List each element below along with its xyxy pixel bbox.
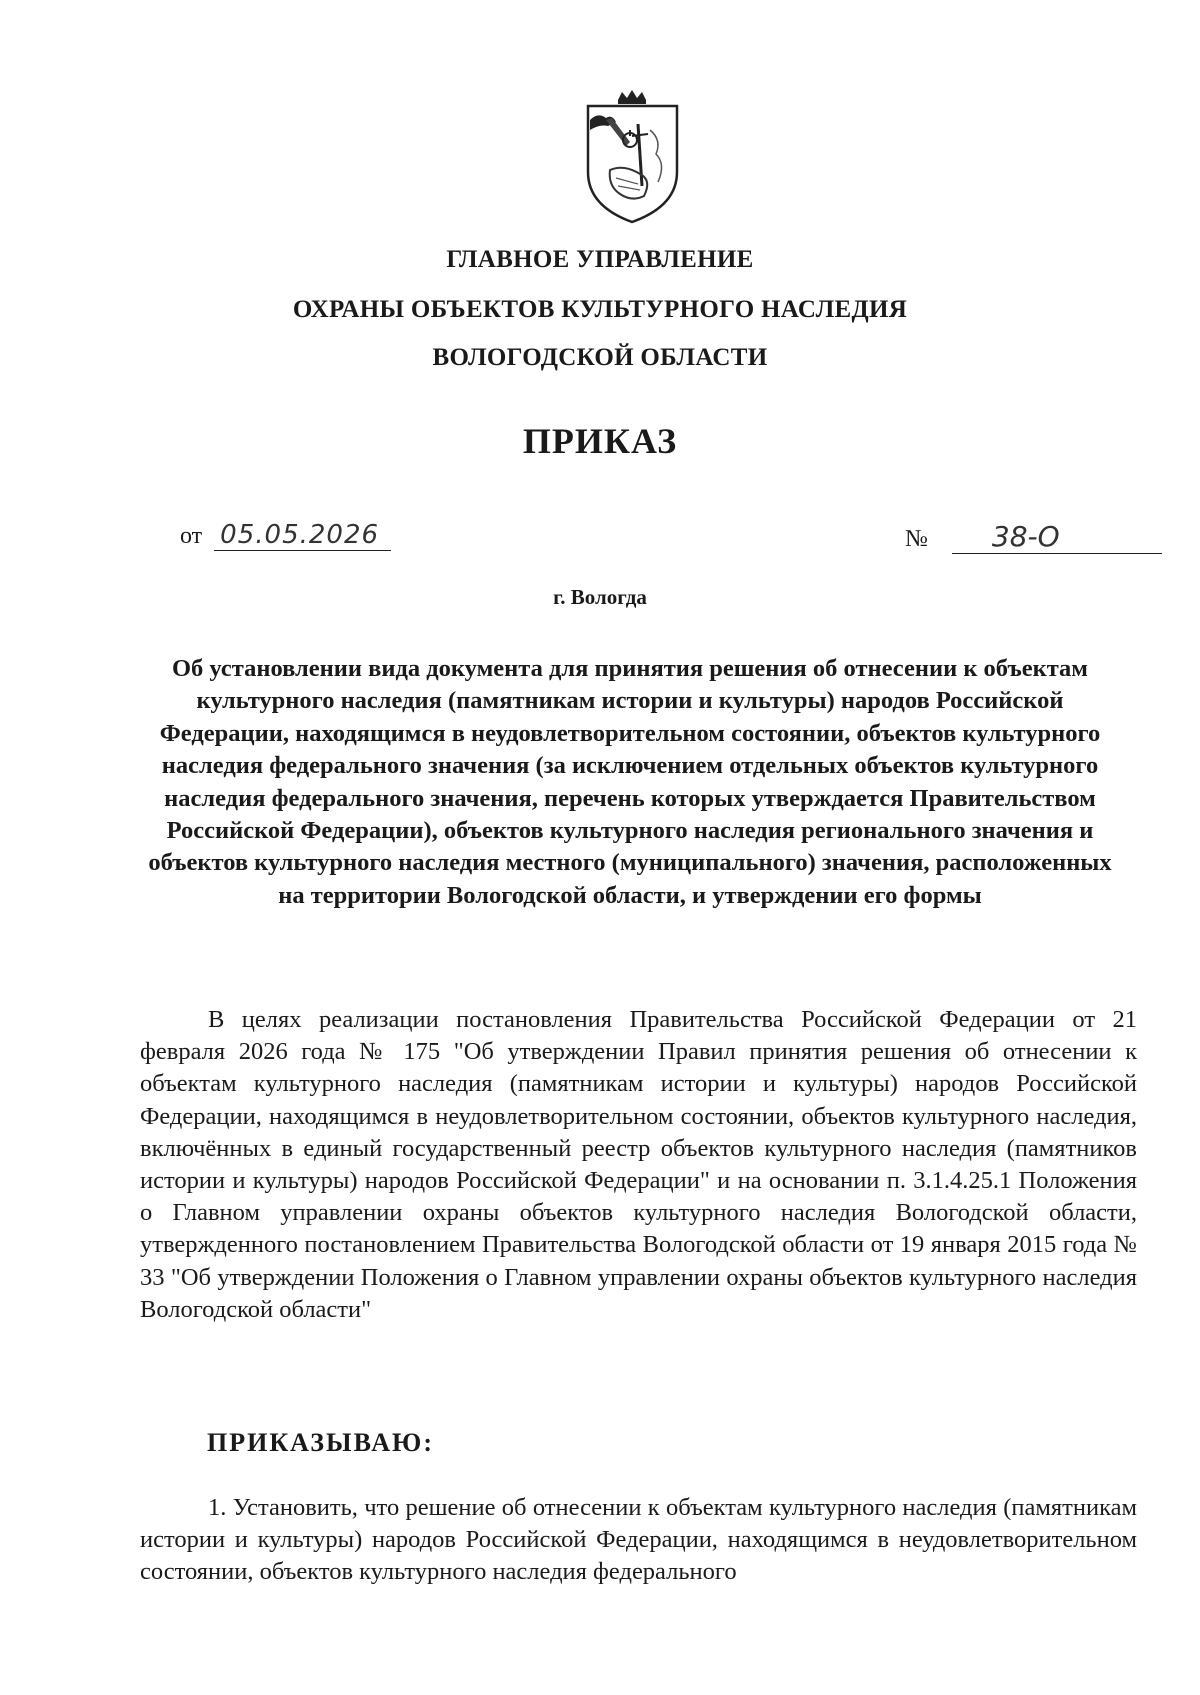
date-value: 05.05.2026 (214, 520, 391, 551)
number-prefix: № (905, 526, 928, 552)
city-label: г. Вологда (553, 585, 647, 609)
number-field (905, 520, 1162, 554)
order-item-1: 1. Установить, что решение об отнесении к объектам культурного наследия (памятникам истории и культуры) народов Российской Федерации, находящимся в неудовлетворительном состоянии, объектов культурного наследия федерального (140, 1494, 1137, 1586)
document-subject: Об установлении вида документа для принятия решения об отнесении к объектам культурного наследия (памятникам истории и культуры) народов Российской Федерации, находящимся в неудовлетворительном состоянии, объектов культурного наследия федерального значения (за исключением отдельных объектов культурного наследия федерального значения, перечень которых утверждается Правительством Российской Федерации), объектов культурного наследия регионального значения и объектов культурного наследия местного (муниципального) значения, расположенных на территории Вологодской области, и утверждении его формы (148, 655, 1112, 909)
order-heading: ПРИКАЗЫВАЮ: (207, 1428, 434, 1457)
number-value: 38-О (952, 520, 1162, 554)
org-name-line-3: ВОЛОГОДСКОЙ ОБЛАСТИ (432, 344, 768, 371)
coat-of-arms-icon (580, 90, 685, 225)
date-prefix: от (180, 523, 203, 549)
org-name-line-1: ГЛАВНОЕ УПРАВЛЕНИЕ (446, 246, 754, 273)
preamble-paragraph: В целях реализации постановления Правительства Российской Федерации от 21 февраля 2026 года № 175 "Об утверждении Правил принятия решения об отнесении к объектам культурного наследия (памятникам истории и культуры) народов Российской Федерации, находящимся в неудовлетворительном состоянии, объектов культурного наследия, включённых в единый государственный реестр объектов культурного наследия (памятников истории и культуры) народов Российской Федерации" и на основании п. 3.1.4.25.1 Положения о Главном управлении охраны объектов культурного наследия Вологодской области, утвержденного постановлением Правительства Вологодской области от 19 января 2015 года № 33 "Об утверждении Положения о Главном управлении охраны объектов культурного наследия Вологодской области" (140, 1006, 1137, 1323)
org-name-line-2: ОХРАНЫ ОБЪЕКТОВ КУЛЬТУРНОГО НАСЛЕДИЯ (292, 296, 908, 323)
document-type-title: ПРИКАЗ (522, 421, 678, 461)
date-field (180, 520, 391, 551)
